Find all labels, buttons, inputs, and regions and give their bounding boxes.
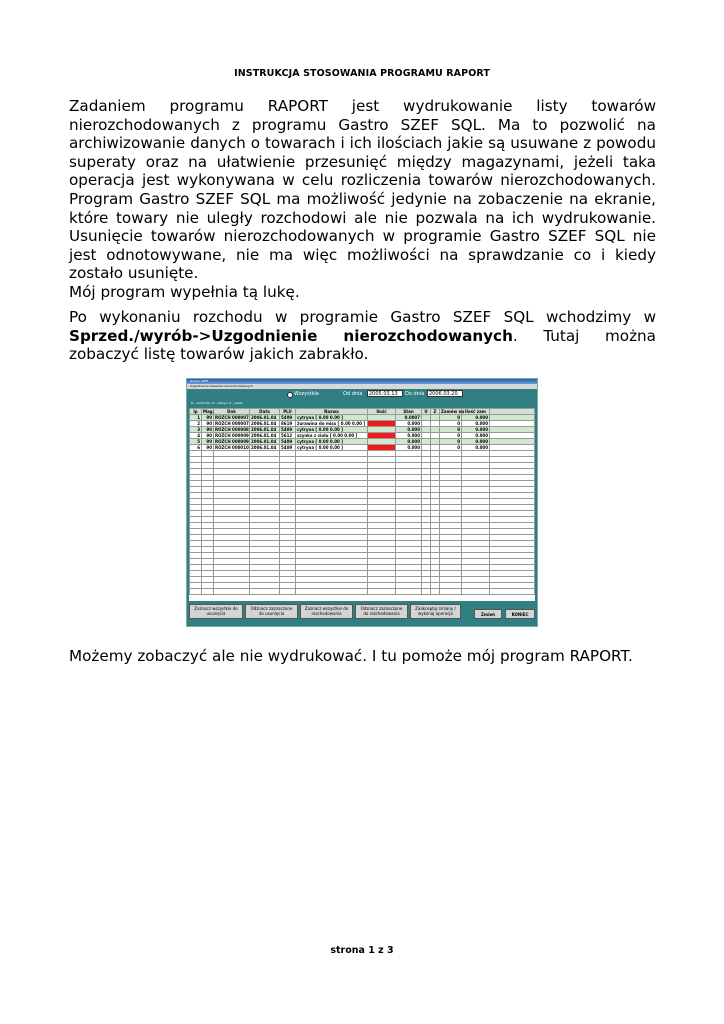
table-row[interactable] [190,421,535,427]
table-cell: 0.000 [396,421,422,427]
unmark-delete-label-1: Odznacz zaznaczone [250,606,293,611]
table-cell: 0.0007 [396,415,422,421]
program-screenshot [186,378,538,627]
table-cell: 0.000 [462,415,490,421]
grid-column-header[interactable]: Mag. [203,409,215,414]
table-cell: 1 [190,415,202,421]
page-number: strona 1 z 3 [330,945,394,956]
table-cell: 2006.01.04 [250,427,280,433]
mark-all-issue-label-2: rozchodowania [311,611,342,616]
closing-paragraph [69,647,656,666]
table-cell: 0.000 [396,427,422,433]
unmark-issue-button[interactable] [355,604,408,619]
grid-column-header[interactable]: PLU [280,409,296,415]
table-cell: 0.000 [396,439,422,445]
table-cell: 90 [202,445,214,451]
goods-grid [189,408,535,601]
grid-column-header[interactable]: Ilość [368,409,396,415]
mark-all-issue-label-1: Zaznacz wszystkie do [304,606,349,611]
table-cell [396,589,422,595]
document-header: INSTRUKCJA STOSOWANIA PROGRAMU RAPORT [234,68,490,79]
unmark-issue-label-1: Odznacz zaznaczone [360,606,403,611]
mark-all-delete-button[interactable] [189,604,243,619]
table-cell: 4 [190,433,202,439]
table-cell: 0.000 [462,427,490,433]
accept-changes-label-2: wykonaj operacje [418,611,453,616]
grid-column-header[interactable]: Dok [214,409,250,415]
table-cell [368,589,396,595]
table-cell: 2006.01.04 [250,445,280,451]
table-cell: ROZCH 000010 [215,445,249,450]
table-cell: cytryna [ 0.00 0.00 ] [296,439,368,445]
menu-path-paragraph [69,308,656,364]
table-cell [422,589,431,595]
table-cell: 0.000 [396,445,422,451]
mark-all-delete-label-1: Zaznacz wszystkie do [194,606,238,611]
closing-text: Możemy zobaczyć ale nie wydrukować. I tu pomoże mój program RAPORT. [69,647,633,665]
grid-body [190,415,535,595]
table-cell: 0 [440,445,462,451]
change-button[interactable]: Zmień [474,609,502,619]
table-cell: 0 [440,415,462,421]
grid-column-header[interactable]: Data [250,409,280,415]
grid-column-header[interactable]: Stan [396,409,422,415]
table-cell: 90 [202,439,214,445]
grid-column-header[interactable]: Ilość zam [462,409,490,415]
table-cell [214,589,250,595]
table-cell: 2006.01.04 [250,415,280,421]
table-cell: 0.000 [462,445,490,451]
table-cell: 2006.01.04 [250,439,280,445]
end-button[interactable]: KONIEC [505,609,535,619]
date-from-label: Od dnia [343,391,363,397]
table-cell: 2006.01.04 [250,433,280,439]
screenshot-title-bar: Gastro SZEF [187,379,537,384]
grid-column-header[interactable]: Zamów na [441,409,465,414]
table-cell [190,589,202,595]
table-cell: 8619 [280,421,296,427]
all-radio-icon[interactable] [287,392,293,398]
table-cell: 0 [440,427,462,433]
table-cell: 0.000 [396,433,422,439]
table-cell: ROZCH 000007 [215,415,249,420]
table-cell: cytryna [ 0.00 0.00 ] [296,415,368,421]
table-cell: 0 [440,421,462,427]
intro-last-line: Mój program wypełnia tą lukę. [69,282,300,301]
menu-path-after: . Tutaj można zobaczyć listę towarów jakich zabrakło. [69,326,656,364]
unmark-delete-label-2: do usunięcia [258,611,285,616]
goods-table [189,408,535,595]
table-cell [280,589,296,595]
table-cell: 5612 [280,433,296,439]
date-to-field[interactable]: 2006.03.20 [427,390,463,397]
screenshot-legend-note: R - rozchodz / Z - zakup / Z - zakaz [191,401,243,405]
table-cell: ROZCH 000008 [215,427,249,432]
accept-changes-button[interactable] [410,604,461,619]
unmark-delete-button[interactable] [245,604,298,619]
unmark-issue-label-2: do rozchodowania [363,611,400,616]
table-cell: 90 [202,427,214,433]
table-cell: 0.000 [462,439,490,445]
grid-column-header[interactable]: Z [431,409,440,415]
grid-column-header[interactable]: Nazwa [296,409,368,415]
table-cell: 0.000 [462,433,490,439]
table-cell [296,589,368,595]
all-radio-label: Wszystkie [294,391,320,397]
table-cell [202,589,214,595]
table-cell: cytryna [ 0.00 0.00 ] [296,445,368,451]
screenshot-button-bar [189,603,535,623]
table-cell: 3 [190,427,202,433]
table-cell [490,589,535,595]
table-cell: 5409 [280,415,296,421]
mark-all-issue-button[interactable] [300,604,353,619]
grid-column-header[interactable]: U [422,409,431,415]
table-cell: 5409 [280,439,296,445]
menu-path-bold: Sprzed./wyrób->Uzgodnienie nierozchodowanych [69,326,513,345]
table-cell: 0 [440,433,462,439]
table-cell: 5 [190,439,202,445]
date-to-label: Do dnia [405,391,425,397]
table-cell: cytryna [ 0.00 0.00 ] [296,427,368,433]
screenshot-menu-bar: Uzgodnienie towarów nierozchodowanych [187,384,537,389]
mark-all-delete-label-2: usunięcia [206,611,226,616]
table-cell [250,589,280,595]
table-cell: ROZCH 000009 [215,439,249,444]
table-cell: ROZCH 000009 [215,433,249,438]
table-cell: 2006.01.04 [250,421,280,427]
intro-paragraph [69,97,656,302]
table-cell: 90 [202,415,214,421]
table-cell: 0.000 [462,421,490,427]
intro-text: Zadaniem programu RAPORT jest wydrukowanie listy towarów nierozchodowanych z programu Gastro SZEF SQL. Ma to pozwolić na archiwizowanie danych o towarach i ich ilościach jakie są usuwane z powodu superaty oraz na ułatwienie przesunięć między magazynami, jeżeli taka operacja jest wykonywana w celu rozliczenia towarów nierozchodowanych. Program Gastro SZEF SQL ma możliwość jedynie na zobaczenie na ekranie, które towary nie uległy rozchodowi ale nie pozwala na ich wydrukowanie. Usunięcie towarów nierozchodowanych w programie Gastro SZEF SQL nie jest odnotowywane, nie ma więc możliwości na sprawdzanie co i kiedy zostało usunięte. [69,97,656,283]
table-cell [462,589,490,595]
table-cell: 6 [190,445,202,451]
menu-path-text [69,308,656,364]
table-cell [431,589,440,595]
table-cell: 90 [202,433,214,439]
table-cell: 90 [202,421,214,427]
table-cell: 5409 [280,445,296,451]
table-cell: ROZCH 000007 [215,421,249,426]
table-row[interactable] [190,589,535,595]
table-cell: żurawina do miss [ 0.00 0.00 ] [296,421,368,427]
table-cell: 2 [190,421,202,427]
table-cell [440,589,462,595]
table-cell: 5409 [280,427,296,433]
menu-path-before: Po wykonaniu rozchodu w programie Gastro SZEF SQL wchodzimy w [69,308,656,326]
accept-changes-label-1: Zaakceptuj zmiany / [415,606,456,611]
grid-column-header[interactable]: lp [190,409,202,415]
table-cell: 0 [440,439,462,445]
table-cell: szynka z ziołu [ 0.00 0.00 ] [296,433,368,439]
date-from-field[interactable]: 2005.03.13 [367,390,403,397]
